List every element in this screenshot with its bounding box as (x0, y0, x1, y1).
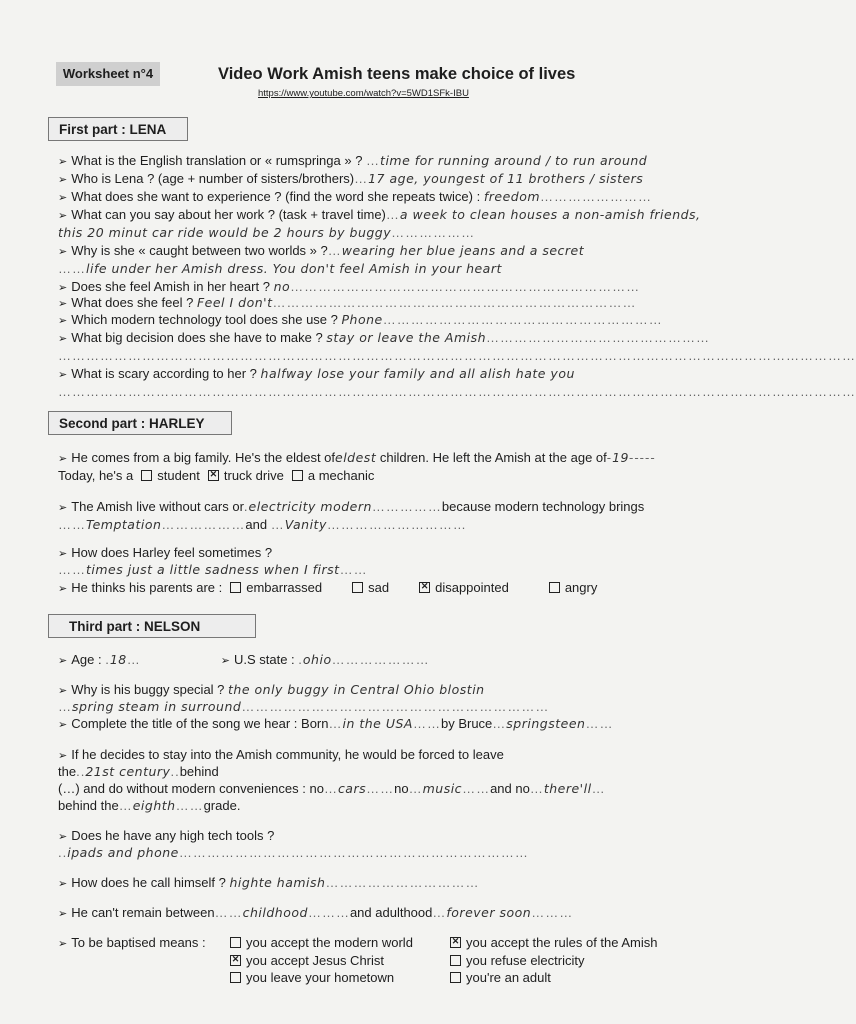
answer-text: halfway lose your family and all alish hate you (260, 366, 575, 381)
question-text: grade. (203, 798, 241, 813)
nelson-question-4-line-3: (…) and do without modern conveniences : no…cars……no…music……and no…there'll… (58, 781, 606, 796)
answer-text: freedom (483, 189, 541, 204)
question-text: and (245, 517, 268, 532)
option-label: you accept the modern world (246, 935, 413, 950)
question-text: U.S state : (233, 652, 295, 667)
answer-text: 21st century (85, 764, 171, 779)
checkbox-truck-drive[interactable] (208, 470, 219, 481)
checkbox-adult[interactable] (450, 972, 461, 983)
lena-question-7: ➢ What does she feel ? Feel I don't…………………………………………………………………… (58, 295, 637, 310)
arrow-icon: ➢ (58, 502, 68, 514)
arrow-icon: ➢ (58, 453, 68, 465)
arrow-icon: ➢ (58, 282, 68, 294)
checkbox-sad[interactable] (352, 582, 363, 593)
arrow-icon: ➢ (58, 315, 68, 327)
checkbox-leave-hometown[interactable] (230, 972, 241, 983)
lena-question-10 (58, 366, 758, 383)
nelson-answer-5: ..ipads and phone………………………………………………………………… (58, 845, 529, 860)
answer-text: the only buggy in Central Ohio blostin (228, 682, 485, 697)
option-label: disappointed (435, 580, 509, 595)
question-text: Complete the title of the song we hear : Born (71, 716, 329, 731)
checkbox-embarrassed[interactable] (230, 582, 241, 593)
question-text: the (58, 764, 77, 779)
lena-question-4: ➢ What can you say about her work ? (task + travel time)…a week to clean houses a non-amish friends, (58, 207, 701, 222)
lena-answer-line: ……………………………………………………………………………………………………………………………………………………… (58, 384, 856, 399)
arrow-icon: ➢ (58, 938, 68, 950)
worksheet-number: Worksheet n°4 (56, 62, 160, 86)
question-text: Does he have any high tech tools ? (71, 828, 275, 843)
question-text: How does Harley feel sometimes ? (71, 545, 273, 560)
answer-text: music (422, 781, 463, 796)
checkbox-angry[interactable] (549, 582, 560, 593)
nelson-age-state: ➢ Age : .18… ➢ U.S state : .ohio………………… (58, 652, 430, 667)
section-heading-nelson: Third part : NELSON (48, 614, 256, 638)
question-text: Age : (71, 652, 102, 667)
checkbox-rules-of-amish[interactable] (450, 937, 461, 948)
answer-text: 19 (612, 450, 630, 465)
lena-answer-5-continued: ……life under her Amish dress. You don't feel Amish in your heart (58, 261, 502, 276)
question-text: What does she feel ? (71, 295, 194, 310)
question-text: What big decision does she have to make ? (71, 330, 323, 345)
answer-text: 18 (109, 652, 127, 667)
checkbox-disappointed[interactable] (419, 582, 430, 593)
option-label: angry (564, 580, 598, 595)
lena-answer-4-continued: this 20 minut car ride would be 2 hours by buggy……………… (58, 225, 476, 240)
lena-question-9: ➢ What big decision does she have to make ? stay or leave the Amish………………………………………… (58, 330, 711, 345)
answer-text: Vanity (284, 517, 327, 532)
checkbox-student[interactable] (141, 470, 152, 481)
question-text: What can you say about her work ? (task + travel time) (71, 207, 386, 222)
answer-text: 17 age, youngest of 11 brothers / sisters (368, 171, 644, 186)
question-text: Does she feel Amish in her heart ? (71, 279, 270, 294)
answer-text: electricity modern (248, 499, 372, 514)
lena-question-8: ➢ Which modern technology tool does she use ? Phone…………………………………………………… (58, 312, 663, 327)
question-text: no (394, 781, 409, 796)
nelson-answer-2-continued: …spring steam in surround………………………………………………………… (58, 699, 550, 714)
answer-text: Phone (341, 312, 383, 327)
section-heading-lena: First part : LENA (48, 117, 188, 141)
question-text: He comes from a big family. He's the eldest of (71, 450, 336, 465)
nelson-question-6: ➢ How does he call himself ? highte hamish…………………………… (58, 875, 480, 890)
option-label: you're an adult (466, 970, 551, 985)
page-title: Video Work Amish teens make choice of lives (218, 65, 576, 83)
answer-text: time for running around / to run around (380, 153, 648, 168)
nelson-question-5 (58, 828, 758, 845)
question-text: and no (490, 781, 530, 796)
baptism-option-4 (442, 953, 758, 969)
answer-text: Feel I don't (196, 295, 273, 310)
answer-text: eldest (335, 450, 377, 465)
question-text: Why is she « caught between two worlds » ? (71, 243, 328, 258)
arrow-icon: ➢ (220, 655, 230, 667)
arrow-icon: ➢ (58, 878, 68, 890)
option-label: student (157, 468, 200, 483)
question-text: by Bruce (440, 716, 493, 731)
answer-text: in the USA (342, 716, 413, 731)
answer-text: ipads and phone (67, 845, 179, 860)
harley-question-4 (58, 580, 758, 597)
question-text: Why is his buggy special ? (71, 682, 225, 697)
question-text: and adulthood (349, 905, 433, 920)
question-text: What is scary according to her ? (71, 366, 257, 381)
lena-question-6: ➢ Does she feel Amish in her heart ? no………………………………………………………………… (58, 279, 641, 294)
nelson-question-2 (58, 682, 758, 699)
question-text: (…) and do without modern conveniences : no (58, 781, 324, 796)
option-label: you accept Jesus Christ (246, 953, 385, 968)
nelson-question-4 (58, 747, 758, 764)
question-text: If he decides to stay into the Amish community, he would be forced to leave (71, 747, 504, 762)
answer-text: springsteen (506, 716, 586, 731)
arrow-icon: ➢ (58, 192, 68, 204)
question-text: because modern technology brings (441, 499, 645, 514)
question-text: To be baptised means : (71, 935, 206, 950)
checkbox-modern-world[interactable] (230, 937, 241, 948)
option-label: you leave your hometown (246, 970, 395, 985)
question-text: He can't remain between (71, 905, 215, 920)
answer-text: highte hamish (229, 875, 326, 890)
nelson-question-4-line-2: the..21st century..behind (58, 764, 219, 779)
harley-statement-2: ➢ The Amish live without cars or.electricity modern……………because modern technology brings (58, 499, 645, 514)
question-text: children. He left the Amish at the age of (379, 450, 607, 465)
question-text: Today, he's a (58, 468, 134, 483)
lena-question-1: ➢ What is the English translation or « rumspringa » ? …time for running around / to run around (58, 153, 648, 168)
lena-question-3: ➢ What does she want to experience ? (find the word she repeats twice) : freedom…………………… (58, 189, 653, 204)
option-label: you refuse electricity (466, 953, 585, 968)
arrow-icon: ➢ (58, 548, 68, 560)
answer-text: no (273, 279, 291, 294)
question-text: The Amish live without cars or (71, 499, 244, 514)
question-text: behind (179, 764, 219, 779)
checkbox-refuse-electricity[interactable] (450, 955, 461, 966)
arrow-icon: ➢ (58, 750, 68, 762)
answer-text: life under her Amish dress. You don't feel Amish in your heart (86, 261, 502, 276)
video-link[interactable]: https://www.youtube.com/watch?v=5WD1SFk-IBU (258, 88, 469, 99)
arrow-icon: ➢ (58, 246, 68, 258)
answer-text: Temptation (86, 517, 162, 532)
checkbox-jesus-christ[interactable] (230, 955, 241, 966)
arrow-icon: ➢ (58, 655, 68, 667)
lena-question-5: ➢ Why is she « caught between two worlds » ?…wearing her blue jeans and a secret (58, 243, 585, 258)
baptism-option-2 (442, 935, 758, 951)
question-text: What is the English translation or « rumspringa » ? (71, 153, 363, 168)
option-label: a mechanic (307, 468, 375, 483)
question-text: What does she want to experience ? (find the word she repeats twice) : (71, 189, 481, 204)
answer-text: cars (337, 781, 367, 796)
option-label: sad (368, 580, 390, 595)
arrow-icon: ➢ (58, 685, 68, 697)
option-label: embarrassed (246, 580, 323, 595)
question-text: How does he call himself ? (71, 875, 226, 890)
section-heading-harley: Second part : HARLEY (48, 411, 232, 435)
arrow-icon: ➢ (58, 719, 68, 731)
answer-text: wearing her blue jeans and a secret (341, 243, 585, 258)
arrow-icon: ➢ (58, 583, 68, 595)
answer-text: stay or leave the Amish (326, 330, 487, 345)
answer-text: forever soon (446, 905, 532, 920)
arrow-icon: ➢ (58, 156, 68, 168)
arrow-icon: ➢ (58, 369, 68, 381)
question-text: He thinks his parents are : (71, 580, 223, 595)
option-label: truck drive (223, 468, 284, 483)
arrow-icon: ➢ (58, 333, 68, 345)
answer-text: times just a little sadness when I first (86, 562, 340, 577)
answer-text: a week to clean houses a non-amish friends, (399, 207, 701, 222)
answer-text: eighth (132, 798, 176, 813)
arrow-icon: ➢ (58, 908, 68, 920)
lena-question-2: ➢ Who is Lena ? (age + number of sisters/brothers)…17 age, youngest of 11 brothers / sisters (58, 171, 644, 186)
arrow-icon: ➢ (58, 831, 68, 843)
harley-occupation (58, 468, 758, 484)
nelson-question-4-line-4: behind the…eighth……grade. (58, 798, 241, 813)
question-text: behind the (58, 798, 119, 813)
answer-text: this 20 minut car ride would be 2 hours by buggy (58, 225, 392, 240)
answer-text: there'll (543, 781, 592, 796)
answer-text: spring steam in surround (72, 699, 242, 714)
answer-text: childhood (242, 905, 308, 920)
option-label: you accept the rules of the Amish (466, 935, 658, 950)
harley-statement-1: ➢ He comes from a big family. He's the eldest ofeldest children. He left the Amish at the age of-19----- (58, 450, 656, 465)
harley-answer-3: ……times just a little sadness when I first…… (58, 562, 368, 577)
question-text: Who is Lena ? (age + number of sisters/brothers) (71, 171, 355, 186)
baptism-option-6 (442, 970, 758, 986)
harley-question-3 (58, 545, 758, 562)
checkbox-mechanic[interactable] (292, 470, 303, 481)
nelson-question-3: ➢ Complete the title of the song we hear : Born…in the USA……by Bruce…springsteen…… (58, 716, 614, 731)
lena-answer-line: ……………………………………………………………………………………………………………………………………………………… (58, 348, 856, 363)
arrow-icon: ➢ (58, 174, 68, 186)
answer-text: ohio (302, 652, 332, 667)
arrow-icon: ➢ (58, 210, 68, 222)
harley-statement-2-continued: ……Temptation………………and …Vanity………………………… (58, 517, 467, 532)
question-text: Which modern technology tool does she use ? (71, 312, 338, 327)
arrow-icon: ➢ (58, 298, 68, 310)
nelson-question-7: ➢ He can't remain between……childhood………and adulthood…forever soon……… (58, 905, 574, 920)
